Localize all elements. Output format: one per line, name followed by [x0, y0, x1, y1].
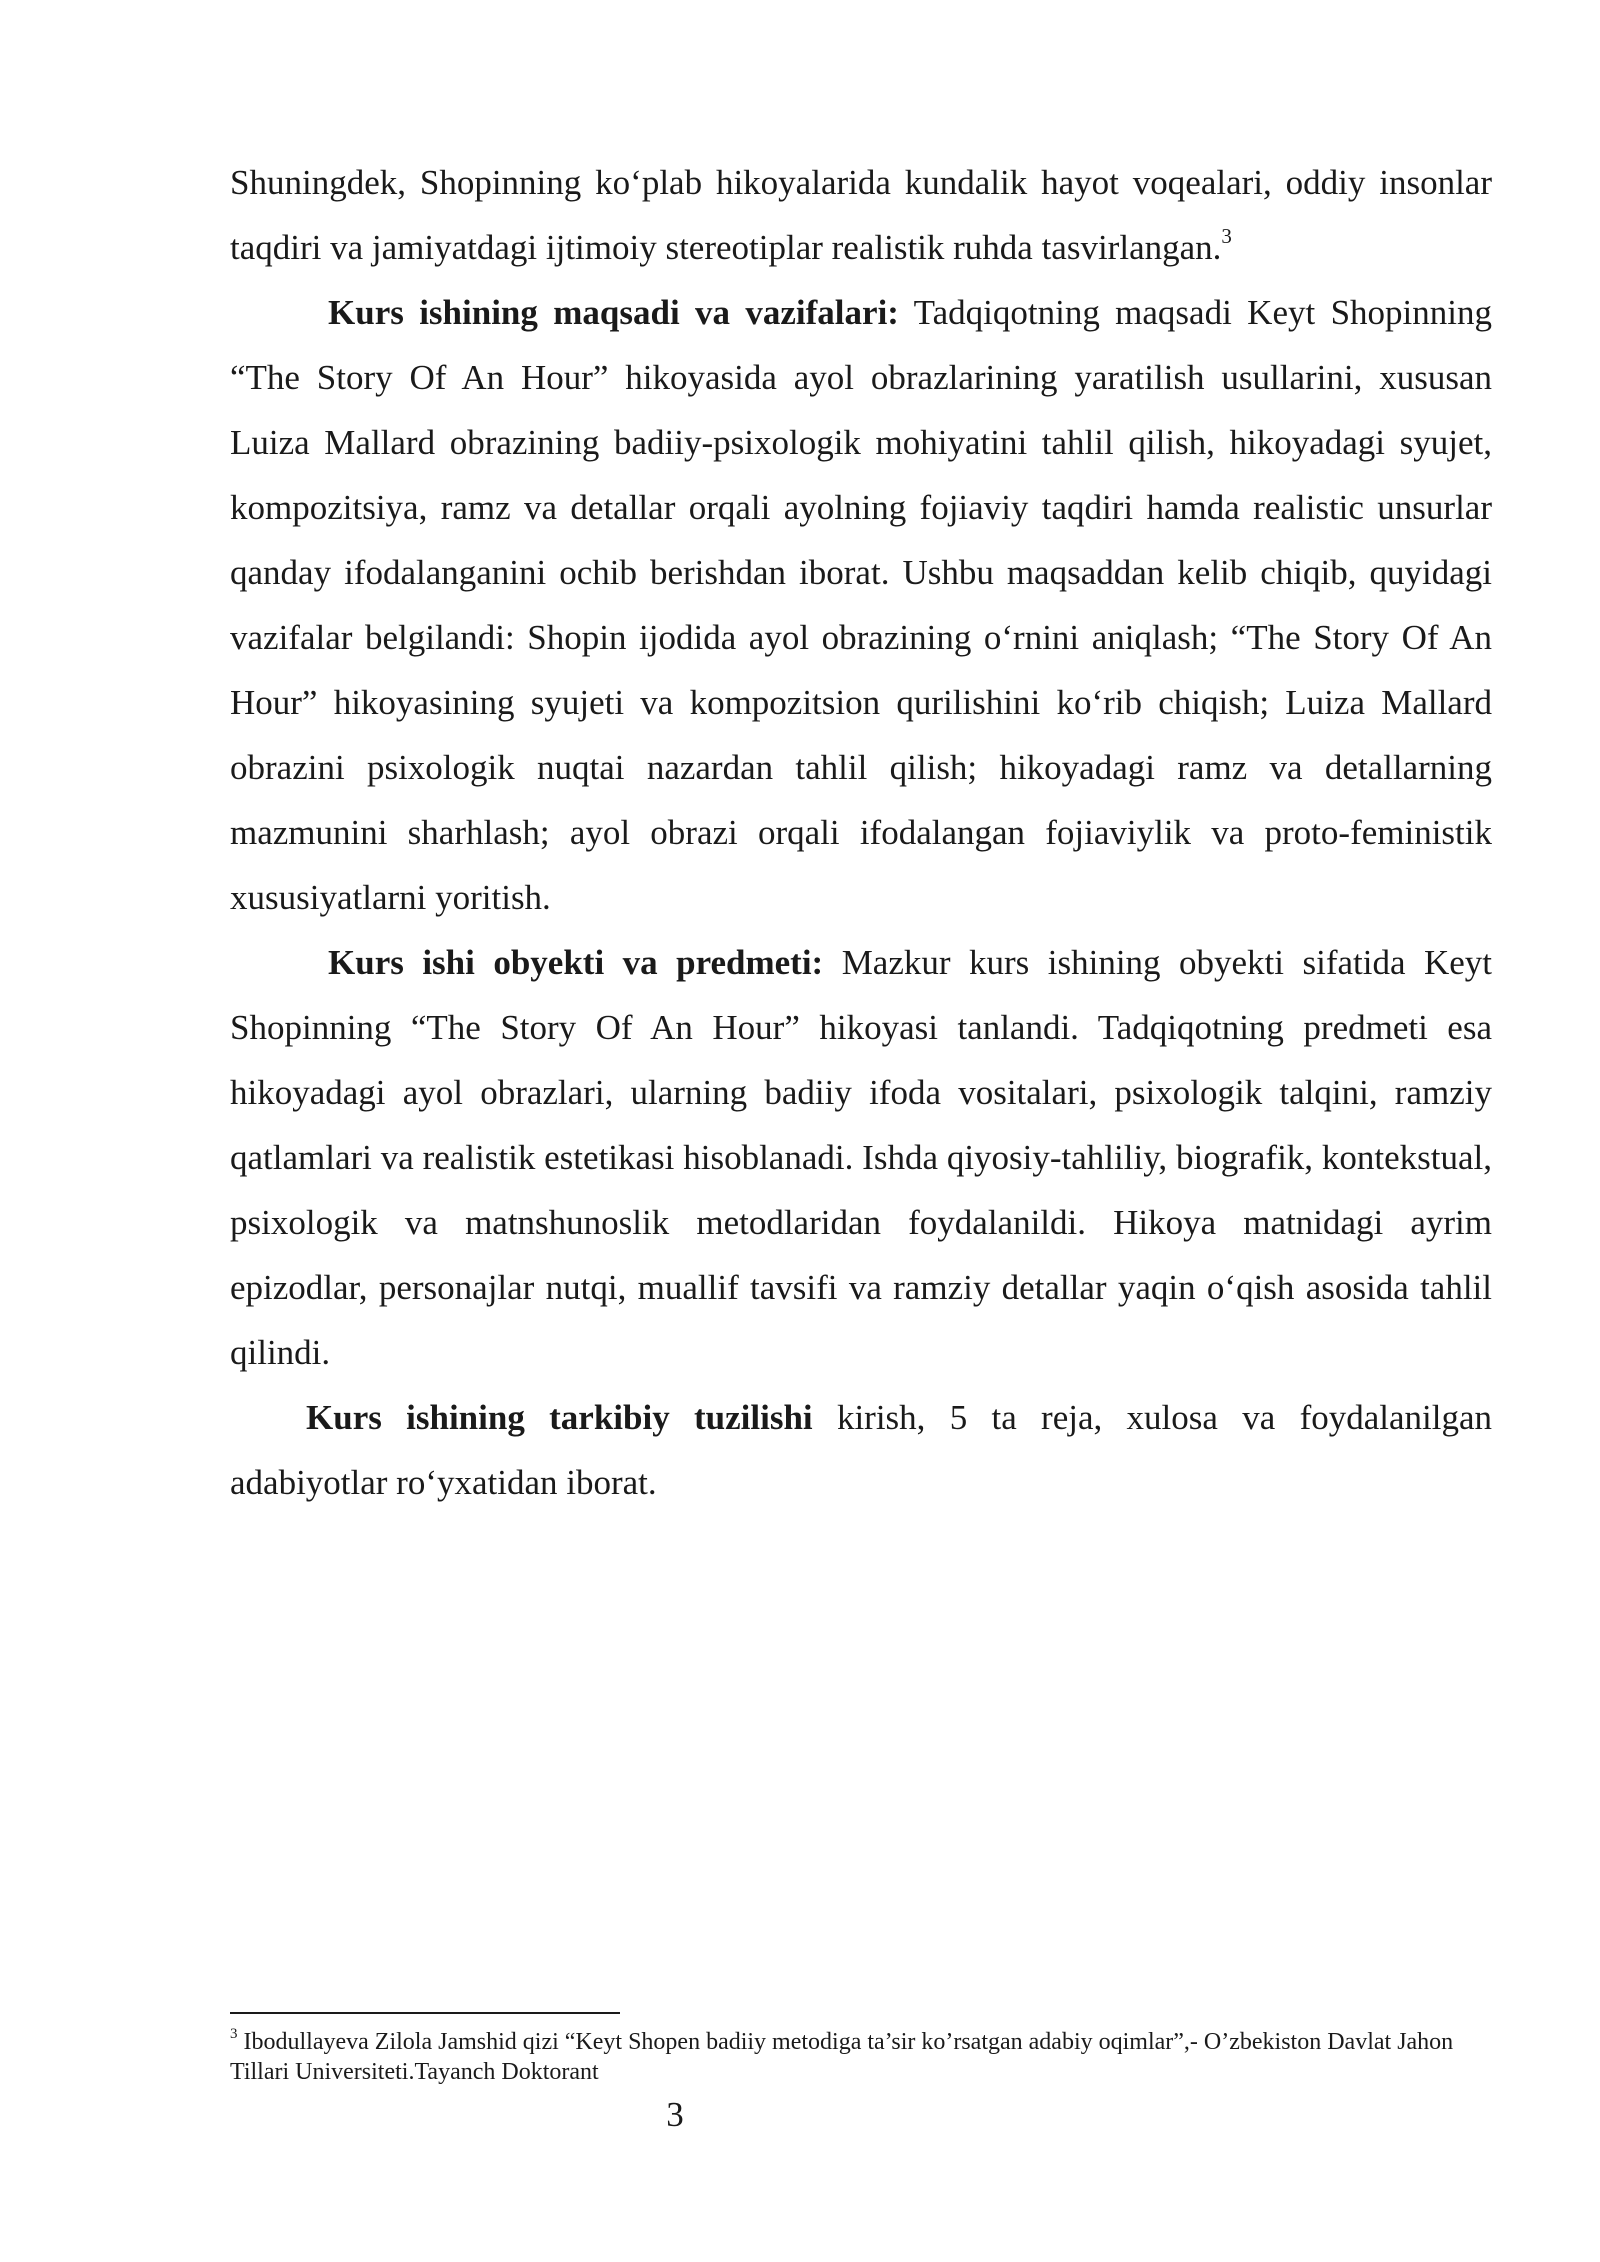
- footnote-reference: 3: [1221, 224, 1232, 249]
- paragraph-object-heading: Kurs ishi obyekti va predmeti:: [328, 943, 824, 982]
- paragraph-goals-heading: Kurs ishining maqsadi va vazifalari:: [328, 293, 899, 332]
- footnote-separator: [230, 2012, 620, 2014]
- footnote-marker: 3: [230, 2026, 238, 2042]
- footnote: [230, 2027, 1492, 2087]
- paragraph-object: [230, 930, 1492, 1385]
- paragraph-goals-text: Tadqiqotning maqsadi Keyt Shopinning “The Story Of An Hour” hikoyasida ayol obrazlarining yaratilish usullarini, xususan Luiza Mallard obrazining badiiy-psixologik mohiyatini tahlil qilish, hikoyadagi syujet, kompozitsiya, ramz va detallar orqali ayolning fojiaviy taqdiri hamda realistic unsurlar qanday ifodalanganini ochib berishdan iborat. Ushbu maqsaddan kelib chiqib, quyidagi vazifalar belgilandi: Shopin ijodida ayol obrazining o‘rnini aniqlash; “The Story Of An Hour” hikoyasining syujeti va kompozitsion qurilishini ko‘rib chiqish; Luiza Mallard obrazini psixologik nuqtai nazardan tahlil qilish; hikoyadagi ramz va detallarning mazmunini sharhlash; ayol obrazi orqali ifodalangan fojiaviylik va proto-feministik xususiyatlarni yoritish.: [230, 293, 1492, 917]
- paragraph-intro-text: Shuningdek, Shopinning ko‘plab hikoyalarida kundalik hayot voqealari, oddiy insonlar taqdiri va jamiyatdagi ijtimoiy stereotiplar realistik ruhda tasvirlangan.: [230, 163, 1492, 267]
- page-number: 3: [666, 2095, 684, 2134]
- footnote-text: Ibodullayeva Zilola Jamshid qizi “Keyt Shopen badiiy metodiga ta’sir ko’rsatgan adabiy oqimlar”,- O’zbekiston Davlat Jahon Tillari Universiteti.Tayanch Doktorant: [230, 2029, 1454, 2085]
- paragraph-structure: [230, 1385, 1492, 1515]
- paragraph-object-text: Mazkur kurs ishining obyekti sifatida Keyt Shopinning “The Story Of An Hour” hikoyasi tanlandi. Tadqiqotning predmeti esa hikoyadagi ayol obrazlari, ularning badiiy ifoda vositalari, psixologik talqini, ramziy qatlamlari va realistik estetikasi hisoblanadi. Ishda qiyosiy-tahliliy, biografik, kontekstual, psixologik va matnshunoslik metodlaridan foydalanildi. Hikoya matnidagi ayrim epizodlar, personajlar nutqi, muallif tavsifi va ramziy detallar yaqin o‘qish asosida tahlil qilindi.: [230, 943, 1492, 1372]
- body-text: [230, 150, 1492, 1515]
- paragraph-intro: [230, 150, 1492, 280]
- paragraph-structure-text: kirish, 5 ta reja, xulosa va foydalanilgan adabiyotlar ro‘yxatidan iborat.: [230, 1398, 1492, 1502]
- paragraph-goals: [230, 280, 1492, 930]
- paragraph-structure-heading: Kurs ishining tarkibiy tuzilishi: [306, 1398, 813, 1437]
